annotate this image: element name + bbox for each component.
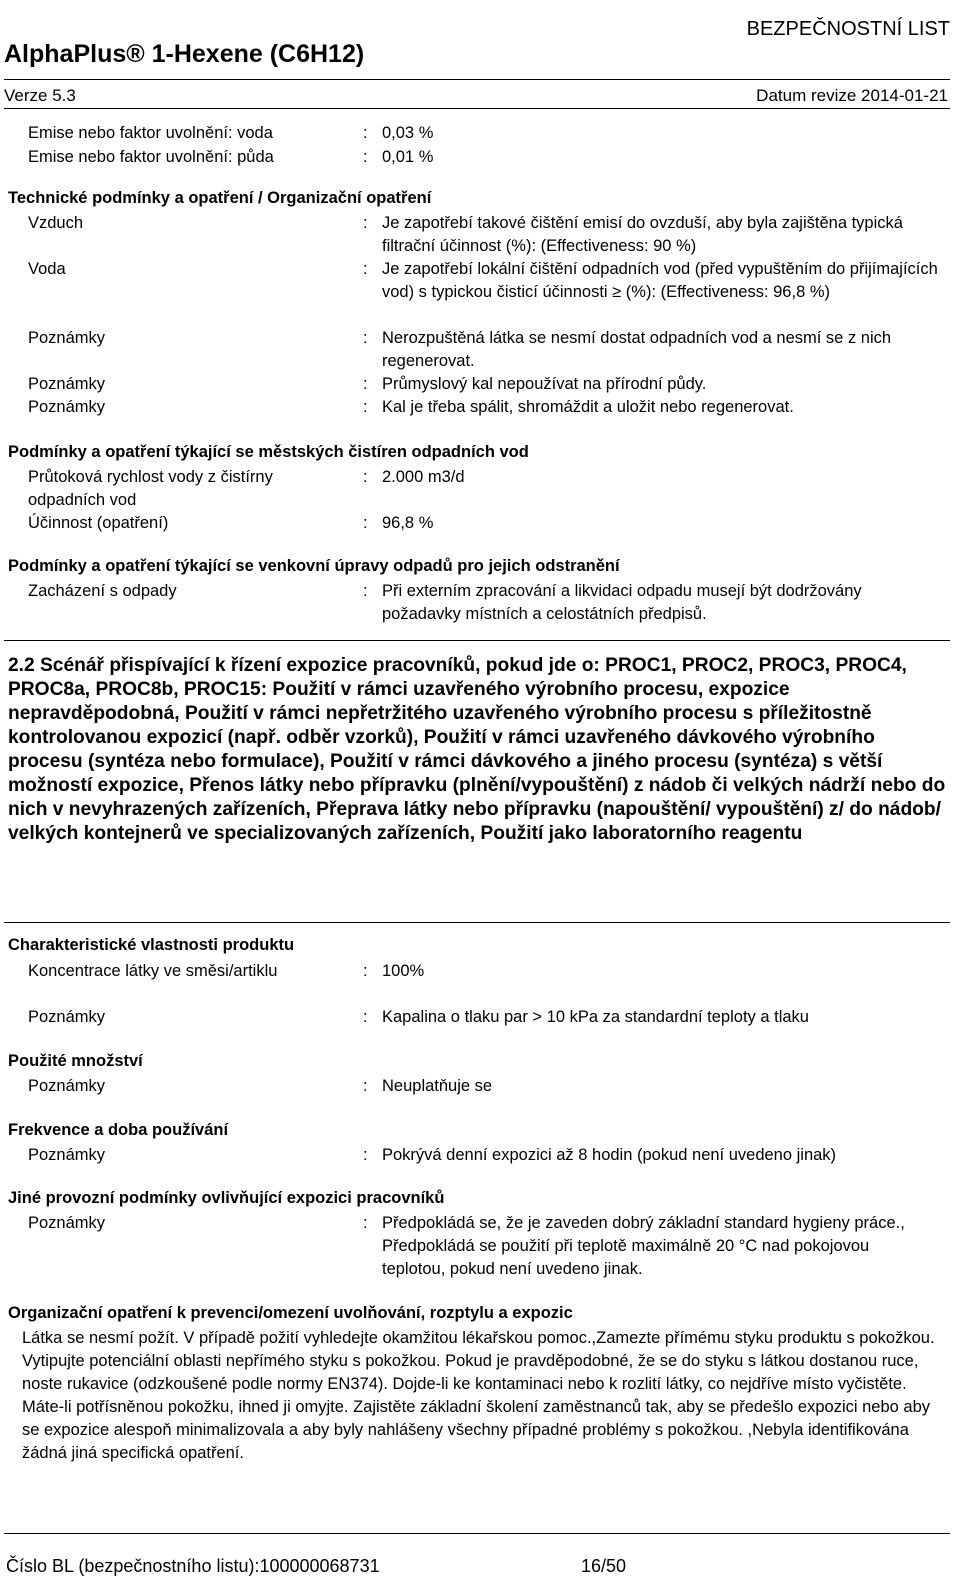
row-value: Pokrývá denní expozici až 8 hodin (pokud není uvedeno jinak) — [382, 1146, 837, 1164]
row-label: Zacházení s odpady — [28, 582, 177, 600]
other-conditions-block — [0, 1212, 960, 1281]
wwtp-block — [0, 466, 960, 535]
row-label: Průtoková rychlost vody z čistírny odpadních vod — [28, 468, 273, 509]
row-label: Poznámky — [28, 1146, 106, 1164]
row-value: Kapalina o tlaku par > 10 kPa za standardní teploty a tlaku — [382, 1008, 809, 1026]
wwtp-row: Účinnost (opatření) : 96,8 % — [0, 512, 960, 535]
frequency-row: Poznámky : Pokrývá denní expozici až 8 hodin (pokud není uvedeno jinak) — [0, 1144, 960, 1167]
row-value: 96,8 % — [382, 514, 434, 532]
other-row: Poznámky : Předpokládá se, že je zaveden dobrý základní standard hygieny práce., Předpokládá se použití při teplotě maximálně 20 °C nad pokojovou teplotou, pokud není uvedeno jinak. — [0, 1212, 960, 1281]
row-label: Poznámky — [28, 1008, 106, 1026]
emission-value: 0,01 % — [382, 148, 434, 166]
emission-row: Emise nebo faktor uvolnění: půda : 0,01 % — [0, 146, 960, 170]
wwtp-row: Průtoková rychlost vody z čistírny odpadních vod : 2.000 m3/d — [0, 466, 960, 512]
row-value: Neuplatňuje se — [382, 1077, 493, 1095]
frequency-block — [0, 1144, 960, 1167]
row-label: Koncentrace látky ve směsi/artiklu — [28, 962, 278, 980]
row-label: Voda — [28, 260, 66, 278]
row-value: 2.000 m3/d — [382, 468, 465, 486]
emission-label: Emise nebo faktor uvolnění: voda — [28, 124, 273, 142]
row-label: Poznámky — [28, 1214, 106, 1232]
row-value: Předpokládá se, že je zaveden dobrý základní standard hygieny práce., Předpokládá se použití při teplotě maximálně 20 °C nad pokojovou teplotou, pokud není uvedeno jinak. — [382, 1214, 905, 1278]
org-measures-text: Látka se nesmí požít. V případě požití vyhledejte okamžitou lékařskou pomoc.,Zamezte přímému styku produktu s pokožkou. Vytipujte potenciální oblasti nepřímého styku s pokožkou. Pokud je pravděpodobné, že se do styku s látkou dostanou ruce, noste rukavice (odzkoušené podle normy EN374). Dojde-li ke kontaminaci nebo k rozlití látky, co nejdříve místo vyčistěte. Máte-li potřísněnou pokožku, ihned ji omyjte. Zajistěte základní školení zaměstnanců tak, aby se předešlo expozici nebo aby se expozice alespoň minimalizovala a aby byly nahlášeny všechny případné problémy s pokožkou. ,Nebyla identifikována žádná jiná specifická opatření. — [22, 1329, 935, 1462]
row-value: Nerozpuštěná látka se nesmí dostat odpadních vod a nesmí se z nich regenerovat. — [382, 329, 892, 370]
scenario-heading: 2.2 Scénář přispívající k řízení expozice pracovníků, pokud jde o: PROC1, PROC2, PROC3, PROC4, PROC8a, PROC8b, PROC15: Použití v rámci uzavřeného výrobního procesu, expozice nepravděpodobná, Použití v rámci nepřetržitého uzavřeného výrobního procesu s příležitostně kontrolovanou expozicí (např. odběr vzorků), Použití v rámci uzavřeného dávkového výrobního procesu (syntéza nebo formulace), Použití v rámci dávkového a jiného procesu (syntéza) s větší možností expozice, Přenos látky nebo přípravku (plnění/vypouštění) z nádob či velkých nádrží nebo do nich v nevyhrazených zařízeních, Přeprava látky nebo přípravku (napouštění/ vypouštění) z/ do nádob/ velkých kontejnerů ve specializovaných zařízeních, Použití jako laboratorního reagentu — [8, 655, 946, 844]
row-label: Poznámky — [28, 398, 106, 416]
row-label: Poznámky — [28, 375, 106, 393]
emission-value: 0,03 % — [382, 124, 434, 142]
props-row: Koncentrace látky ve směsi/artiklu : 100% — [0, 960, 960, 1006]
amount-row: Poznámky : Neuplatňuje se — [0, 1075, 960, 1098]
org-measures-title: Organizační opatření k prevenci/omezení uvolňování, rozptylu a expozic — [8, 1304, 573, 1322]
waste-row: Zacházení s odpady : Při externím zpracování a likvidaci odpadu musejí být dodržovány požadavky místních a celostátních předpisů. — [0, 580, 960, 626]
row-value: Je zapotřebí takové čištění emisí do ovzduší, aby byla zajištěna typická filtrační účinnost (%): (Effectiveness: 90 %) — [382, 214, 903, 255]
row-label: Poznámky — [28, 329, 106, 347]
row-value: Průmyslový kal nepoužívat na přírodní půdy. — [382, 375, 707, 393]
row-value: Při externím zpracování a likvidaci odpadu musejí být dodržovány požadavky místních a celostátních předpisů. — [382, 582, 862, 623]
technical-title: Technické podmínky a opatření / Organizační opatření — [8, 189, 432, 207]
doc-number: Číslo BL (bezpečnostního listu):100000068731 — [6, 1556, 380, 1576]
technical-row: Poznámky : Nerozpuštěná látka se nesmí dostat odpadních vod a nesmí se z nich regenerovat. — [0, 327, 960, 373]
row-label: Účinnost (opatření) — [28, 514, 169, 532]
wwtp-title: Podmínky a opatření týkající se městských čistíren odpadních vod — [8, 443, 529, 461]
product-title: AlphaPlus® 1-Hexene (C6H12) — [4, 40, 365, 68]
product-props-title: Charakteristické vlastnosti produktu — [8, 936, 295, 954]
amount-title: Použité množství — [8, 1052, 143, 1070]
emissions-block — [0, 122, 960, 170]
section-rule-2 — [4, 922, 950, 923]
row-value: Kal je třeba spálit, shromáždit a uložit nebo regenerovat. — [382, 398, 794, 416]
row-label: Poznámky — [28, 1077, 106, 1095]
row-value: Je zapotřebí lokální čištění odpadních vod (před vypuštěním do přijímajících vod) s typickou čisticí účinnosti ≥ (%): (Effectiveness: 96,8 %) — [382, 260, 938, 301]
header-rule — [4, 79, 950, 80]
technical-row: Voda : Je zapotřebí lokální čištění odpadních vod (před vypuštěním do přijímajících vod) s typickou čisticí účinnosti ≥ (%): (Effectiveness: 96,8 %) — [0, 258, 960, 327]
technical-row: Poznámky : Průmyslový kal nepoužívat na přírodní půdy. — [0, 373, 960, 396]
emission-row: Emise nebo faktor uvolnění: voda : 0,03 % — [0, 122, 960, 146]
page-number: 16/50 — [581, 1556, 627, 1576]
row-value: 100% — [382, 962, 425, 980]
other-conditions-title: Jiné provozní podmínky ovlivňující expozici pracovníků — [8, 1189, 445, 1207]
row-label: Vzduch — [28, 214, 84, 232]
frequency-title: Frekvence a doba používání — [8, 1121, 229, 1139]
footer-rule — [4, 1533, 950, 1534]
waste-block — [0, 580, 960, 626]
technical-row: Vzduch : Je zapotřebí takové čištění emisí do ovzduší, aby byla zajištěna typická filtrační účinnost (%): (Effectiveness: 90 %) — [0, 212, 960, 258]
document-type: BEZPEČNOSTNÍ LIST — [746, 18, 950, 40]
header-rule-2 — [4, 108, 950, 109]
technical-row: Poznámky : Kal je třeba spálit, shromáždit a uložit nebo regenerovat. — [0, 396, 960, 419]
amount-block — [0, 1075, 960, 1098]
props-row: Poznámky : Kapalina o tlaku par > 10 kPa za standardní teploty a tlaku — [0, 1006, 960, 1029]
product-props-block — [0, 960, 960, 1029]
technical-block — [0, 212, 960, 419]
waste-title: Podmínky a opatření týkající se venkovní úpravy odpadů pro jejich odstranění — [8, 557, 620, 575]
revision-date: Datum revize 2014-01-21 — [756, 86, 948, 105]
section-rule — [4, 640, 950, 641]
emission-label: Emise nebo faktor uvolnění: půda — [28, 148, 274, 166]
version: Verze 5.3 — [4, 86, 76, 105]
